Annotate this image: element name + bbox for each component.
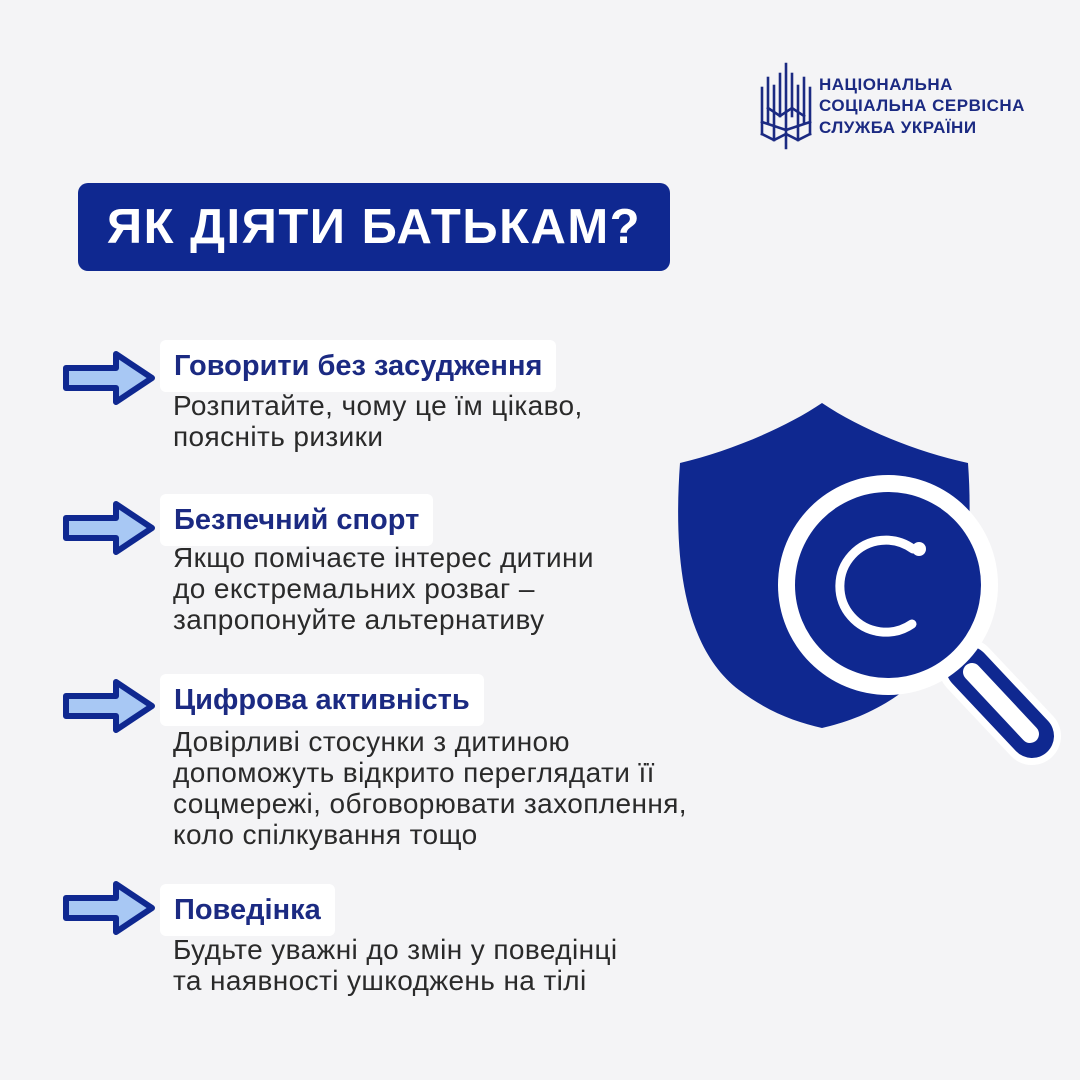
item-heading: Цифрова активність — [160, 674, 484, 726]
item-body — [173, 542, 594, 635]
logo-line-2: СОЦІАЛЬНА СЕРВІСНА — [819, 96, 1025, 116]
logo-line-3: СЛУЖБА УКРАЇНИ — [819, 117, 977, 137]
item-heading: Поведінка — [160, 884, 335, 936]
arrow-right-icon — [58, 346, 160, 410]
item-body-line: допоможуть відкрито переглядати її — [173, 757, 655, 788]
item-body-line: Довірливі стосунки з дитиною — [173, 726, 570, 757]
item-body-line: та наявності ушкоджень на тілі — [173, 965, 587, 996]
item-body — [173, 934, 618, 996]
item-body-line: Будьте уважні до змін у поведінці — [173, 934, 618, 965]
nssu-emblem-icon — [757, 60, 815, 152]
shield-magnifier-icon — [670, 400, 1070, 780]
arrow-right-icon — [58, 674, 160, 738]
logo-text — [819, 74, 1025, 139]
logo-line-1: НАЦІОНАЛЬНА — [819, 74, 953, 94]
item-heading: Говорити без засудження — [160, 340, 556, 392]
page-title: ЯК ДІЯТИ БАТЬКАМ? — [106, 200, 642, 254]
item-body-line: запропонуйте альтернативу — [173, 604, 545, 635]
logo — [757, 60, 1025, 152]
item-body-line: Якщо помічаєте інтерес дитини — [173, 542, 594, 573]
item-heading: Безпечний спорт — [160, 494, 433, 546]
item-body-line: коло спілкування тощо — [173, 819, 478, 850]
item-body-line: поясніть ризики — [173, 421, 384, 452]
arrow-right-icon — [58, 876, 160, 940]
arrow-right-icon — [58, 496, 160, 560]
title-banner — [78, 183, 670, 271]
item-body — [173, 390, 583, 452]
item-body-line: до екстремальних розваг – — [173, 573, 535, 604]
item-body-line: соцмережі, обговорювати захоплення, — [173, 788, 687, 819]
item-body — [173, 726, 687, 850]
item-body-line: Розпитайте, чому це їм цікаво, — [173, 390, 583, 421]
